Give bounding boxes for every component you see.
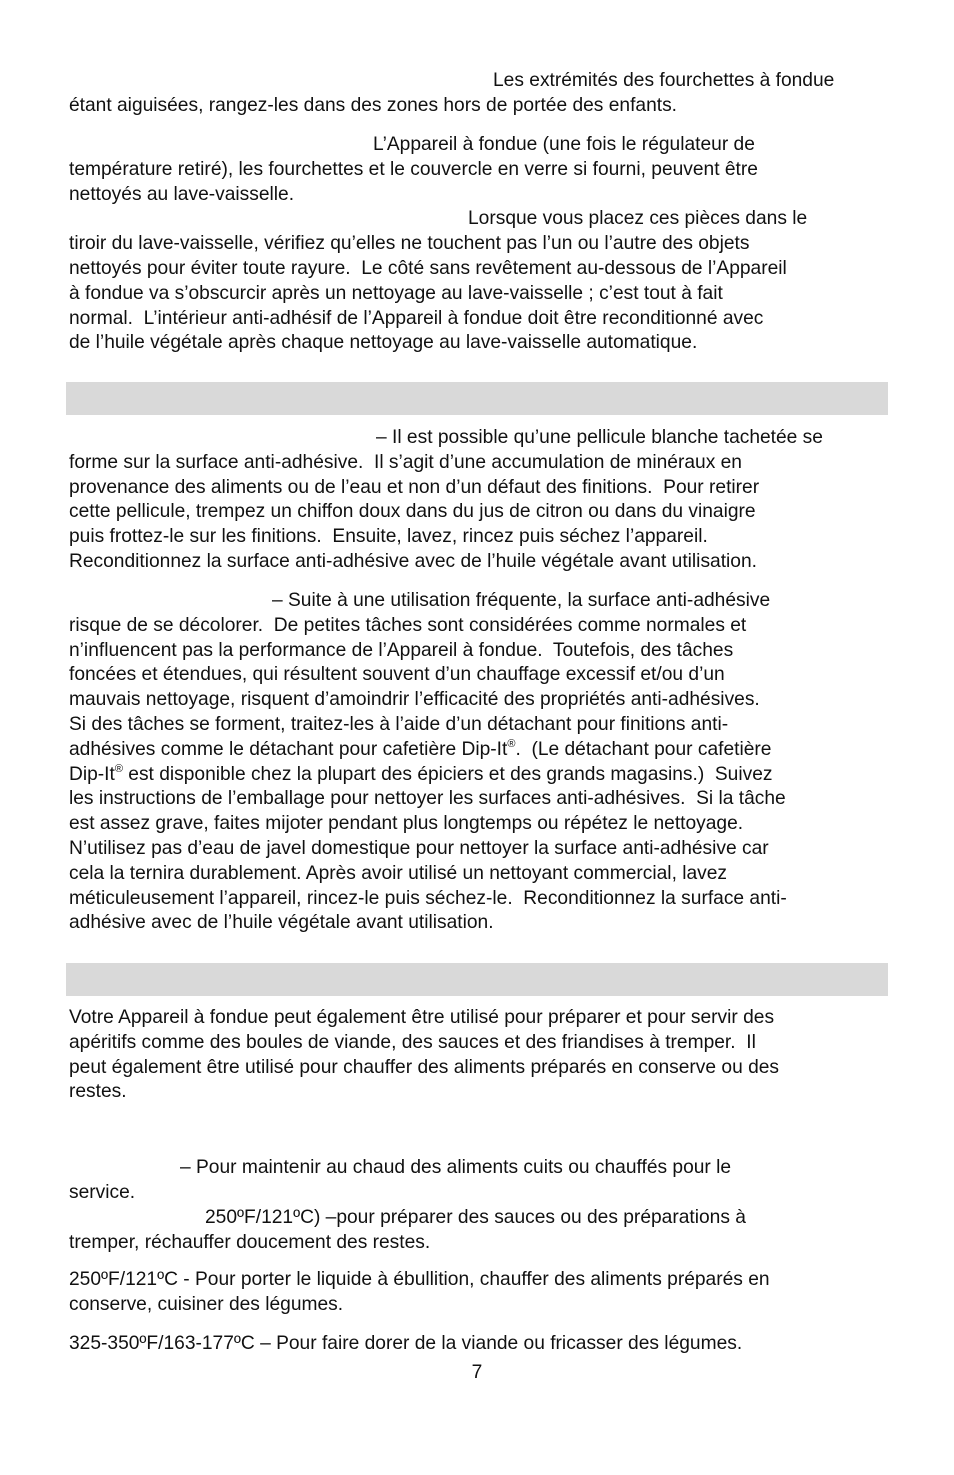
text-line: Si des tâches se forment, traitez-les à l’aide d’un détachant pour finitions anti- <box>69 713 729 735</box>
text-line: mauvais nettoyage, risquent d’amoindrir l’efficacité des propriétés anti-adhésives. <box>69 689 760 711</box>
text-line: 325-350ºF/163-177ºC – Pour faire dorer de la viande ou fricasser des légumes. <box>69 1333 743 1354</box>
text-line: apéritifs comme des boules de viande, des sauces et des friandises à tremper. Il <box>69 1031 756 1053</box>
text-line: N’utilisez pas d’eau de javel domestique pour nettoyer la surface anti-adhésive car <box>69 837 769 859</box>
text-line: cela la ternira durablement. Après avoir utilisé un nettoyant commercial, lavez <box>69 862 728 884</box>
text-line: L’Appareil à fondue (une fois le régulateur de <box>373 134 755 155</box>
text-line: forme sur la surface anti-adhésive. Il s’agit d’une accumulation de minéraux en <box>69 451 742 473</box>
text-line: conserve, cuisiner des légumes. <box>69 1293 344 1315</box>
text-line: nettoyés pour éviter toute rayure. Le côté sans revêtement au-dessous de l’Appareil <box>69 257 787 279</box>
text-line: Lorsque vous placez ces pièces dans le <box>468 208 808 230</box>
text-line: Votre Appareil à fondue peut également être utilisé pour préparer et pour servir des <box>69 1007 775 1028</box>
text-line: normal. L’intérieur anti-adhésif de l’Appareil à fondue doit être reconditionné avec <box>69 307 764 329</box>
page-number: 7 <box>471 1362 483 1383</box>
text-segment: est disponible chez la plupart des épiciers et des grands magasins.) Suivez <box>122 763 773 785</box>
text-line <box>69 738 889 763</box>
text-line: foncées et étendues, qui résultent souvent d’un chauffage excessif et/ou d’un <box>69 664 725 686</box>
usage-paragraph <box>69 1006 889 1105</box>
dishwasher-paragraph <box>69 133 889 356</box>
text-line: puis frottez-le sur les finitions. Ensuite, lavez, rincez puis séchez l’appareil. <box>69 526 708 548</box>
text-line: est assez grave, faites mijoter pendant plus longtemps ou répétez le nettoyage. <box>69 813 744 835</box>
white-film-paragraph <box>69 426 889 575</box>
brown-paragraph <box>69 1332 889 1357</box>
text-line: adhésive avec de l’huile végétale avant utilisation. <box>69 912 494 934</box>
text-line: Les extrémités des fourchettes à fondue <box>493 70 835 91</box>
section-header-band <box>66 382 888 415</box>
text-line: tremper, réchauffer doucement des restes. <box>69 1231 431 1253</box>
text-line: provenance des aliments ou de l’eau et non d’un défaut des finitions. Pour retirer <box>69 476 760 498</box>
boil-paragraph <box>69 1268 889 1318</box>
section-header-band <box>66 963 888 996</box>
text-segment: adhésives comme le détachant pour cafetière Dip-It <box>69 738 508 760</box>
storage-paragraph <box>69 69 889 119</box>
text-line: risque de se décolorer. De petites tâches sont considérées comme normales et <box>69 614 747 636</box>
text-line: – Pour maintenir au chaud des aliments cuits ou chauffés pour le <box>180 1157 732 1178</box>
discoloration-paragraph <box>69 589 889 936</box>
text-line <box>69 763 889 788</box>
text-line: restes. <box>69 1081 127 1103</box>
text-segment: . (Le détachant pour cafetière <box>515 738 772 760</box>
text-line: cette pellicule, trempez un chiffon doux dans du jus de citron ou dans du vinaigre <box>69 501 756 523</box>
text-line: de l’huile végétale après chaque nettoyage au lave-vaisselle automatique. <box>69 332 698 354</box>
text-line: service. <box>69 1181 136 1203</box>
text-segment: Dip-It <box>69 763 115 785</box>
low-temp-paragraph <box>69 1206 889 1256</box>
text-line: à fondue va s’obscurcir après un nettoyage au lave-vaisselle ; c’est tout à fait <box>69 282 723 304</box>
text-line: 250ºF/121ºC - Pour porter le liquide à ébullition, chauffer des aliments préparés en <box>69 1269 770 1290</box>
text-line: Reconditionnez la surface anti-adhésive avec de l’huile végétale avant utilisation. <box>69 550 757 572</box>
text-line: – Il est possible qu’une pellicule blanche tachetée se <box>376 427 823 448</box>
text-line: – Suite à une utilisation fréquente, la surface anti-adhésive <box>272 590 771 611</box>
registered-mark: ® <box>507 737 516 750</box>
text-line: méticuleusement l’appareil, rincez-le puis séchez-le. Reconditionnez la surface anti- <box>69 887 787 909</box>
keep-warm-paragraph <box>69 1156 889 1206</box>
text-line: peut également être utilisé pour chauffer des aliments préparés en conserve ou des <box>69 1056 780 1078</box>
text-line: température retiré), les fourchettes et le couvercle en verre si fourni, peuvent être <box>69 158 758 180</box>
text-line: n’influencent pas la performance de l’Appareil à fondue. Toutefois, des tâches <box>69 639 734 661</box>
text-line: 250ºF/121ºC) –pour préparer des sauces ou des préparations à <box>205 1207 746 1228</box>
text-line: nettoyés au lave-vaisselle. <box>69 183 295 205</box>
registered-mark: ® <box>114 762 123 775</box>
text-line: tiroir du lave-vaisselle, vérifiez qu’elles ne touchent pas l’un ou l’autre des objets <box>69 233 750 255</box>
text-line: étant aiguisées, rangez-les dans des zones hors de portée des enfants. <box>69 94 677 116</box>
text-line: les instructions de l’emballage pour nettoyer les surfaces anti-adhésives. Si la tâche <box>69 788 786 810</box>
